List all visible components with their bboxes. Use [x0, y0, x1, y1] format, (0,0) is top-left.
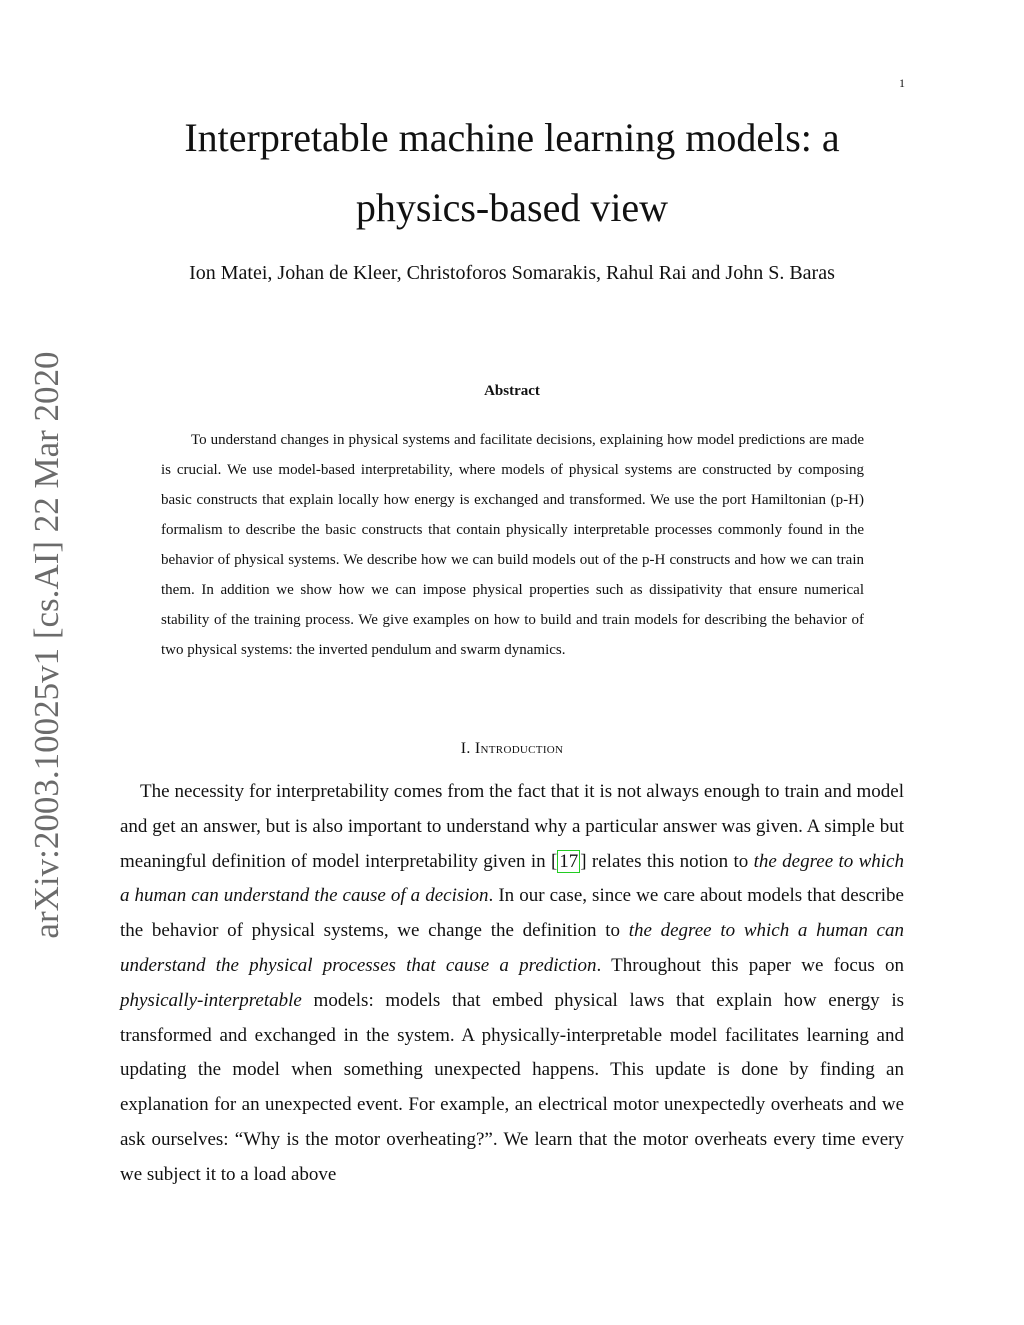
arxiv-identifier-stamp: arXiv:2003.10025v1 [cs.AI] 22 Mar 2020 — [27, 351, 66, 939]
intro-text-segment: . Throughout this paper we focus on — [596, 954, 904, 976]
intro-emphasis: physically-interpretable — [120, 989, 302, 1011]
citation-link[interactable]: 17 — [559, 850, 579, 872]
author-list: Ion Matei, Johan de Kleer, Christoforos Somarakis, Rahul Rai and John S. Baras — [189, 262, 835, 284]
intro-emphasis: the degree to which a human can understand the cause of a decision — [120, 850, 904, 907]
abstract-text: To understand changes in physical systems and facilitate decisions, explaining how model predictions are made is crucial. We use model-based interpretability, where models of physical systems are constructed by composing basic constructs that explain locally how energy is exchanged and transformed. We use the port Hamiltonian (p-H) formalism to describe the basic constructs that contain physically interpretable processes commonly found in the behavior of physical systems. We describe how we can build models out of the p-H constructs and how we can train them. In addition we show how we can impose physical properties such as dissipativity that ensure numerical stability of the training process. We give examples on how to build and train models for describing the behavior of two physical systems: the inverted pendulum and swarm dynamics. — [161, 432, 864, 658]
intro-text-segment: models: models that embed physical laws that explain how energy is transformed and exchanged in the system. A physically-interpretable model facilitates learning and updating the model when something unexpected happens. This update is done by finding an explanation for an unexpected event. For example, an electrical motor unexpectedly overheats and we ask ourselves: “Why is the motor overheating?”. We learn that the motor overheats every time every we subject it to a load above — [120, 989, 904, 1185]
introduction-paragraph — [120, 775, 904, 1193]
intro-text-segment: . In our case, since we care about models that describe the behavior of physical systems, we change the definition to — [120, 885, 904, 942]
intro-text-segment: ] relates this notion to — [580, 850, 754, 872]
abstract-heading: Abstract — [484, 383, 540, 399]
intro-text-segment: The necessity for interpretability comes from the fact that it is not always enough to train and model and get an answer, but is also important to understand why a particular answer was given. A simple but meaningful definition of model interpretability given in [ — [120, 781, 904, 872]
page-number: 1 — [899, 76, 905, 90]
paper-title: Interpretable machine learning models: a physics-based view — [184, 115, 840, 230]
intro-emphasis: the degree to which a human can understand the physical processes that cause a prediction — [120, 920, 904, 976]
section-heading-introduction: I. Introduction — [460, 740, 564, 757]
